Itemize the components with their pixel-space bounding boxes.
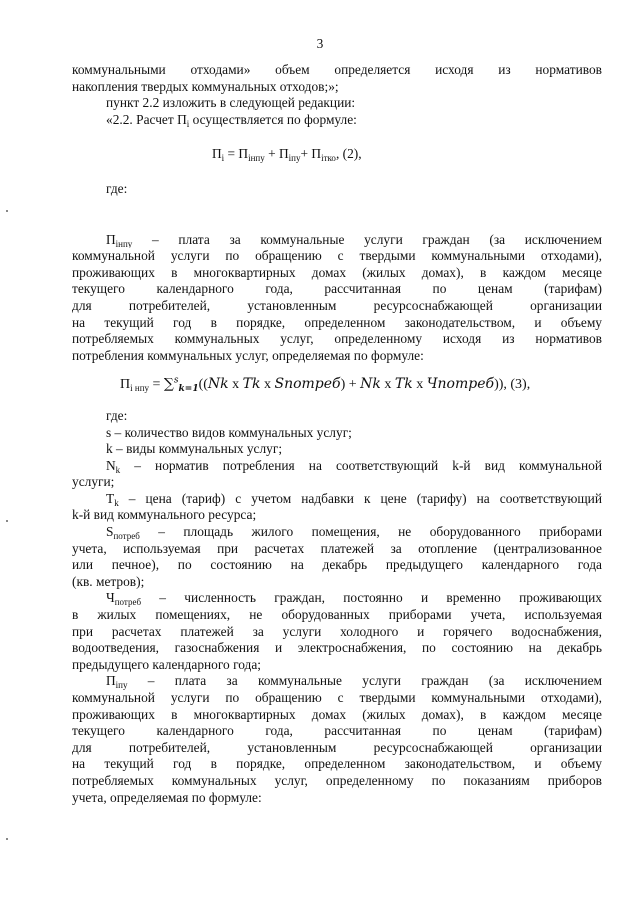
symbol: Ч — [106, 590, 115, 606]
subscript: iнпу — [115, 238, 133, 249]
scan-speck — [6, 838, 8, 840]
text-line — [72, 491, 602, 508]
text-line: учета, используемая при расчетах платежей за отопление (централизованное — [72, 540, 602, 556]
text-line: проживающих в многоквартирных домах (жилых домах), в каждом месяце — [72, 706, 602, 722]
text-fragment: – норматив потребления на соответствующий k-й вид коммунальной — [120, 457, 602, 473]
text-line: для потребителей, установленным ресурсоснабжающей организации — [72, 297, 602, 313]
text-fragment: – плата за коммунальные услуги граждан (за исключением — [132, 231, 602, 247]
formula-fragment: ) + — [340, 377, 361, 393]
text-line: накопления твердых коммунальных отходов;»; — [72, 78, 339, 94]
subscript: k — [115, 464, 121, 475]
formula-symbol: Tk — [242, 376, 261, 393]
text-line: проживающих в многоквартирных домах (жилых домах), в каждом месяце — [72, 264, 602, 280]
text-fragment: – плата за коммунальные услуги граждан (за исключением — [127, 673, 602, 689]
subscript: i — [221, 153, 225, 164]
formula-3 — [120, 376, 602, 394]
text-line — [72, 112, 602, 129]
formula-symbol: П — [120, 377, 131, 393]
text-line: в жилых помещениях, не оборудованных приборами учета, используемая — [72, 607, 602, 623]
subscript: iтко — [321, 153, 336, 164]
formula-symbol: Nk — [360, 376, 381, 393]
scan-speck — [6, 520, 8, 522]
subscript: iпу — [115, 680, 128, 690]
formula-fragment: = П — [224, 146, 249, 162]
symbol: S — [106, 524, 114, 540]
text-fragment: осуществляется по формуле: — [189, 111, 357, 127]
text-line — [72, 524, 602, 541]
formula-fragment: = — [149, 377, 164, 393]
symbol: T — [106, 490, 115, 506]
text-line: k-й вид коммунального ресурса; — [72, 507, 257, 523]
formula-fragment: (( — [198, 377, 208, 393]
text-line — [72, 590, 602, 607]
formula-symbol: Sпотреб — [274, 376, 341, 393]
formula-symbol: Nk — [207, 376, 229, 393]
text-line: на текущий год в порядке, определенном законодательством, и объему — [72, 756, 602, 772]
symbol: N — [106, 457, 116, 473]
text-line: потребляемых коммунальных услуг, определенному по показаниям приборов — [72, 772, 602, 788]
text-line — [72, 673, 602, 690]
text-line: или печное), по состоянию на декабрь предыдущего календарного года — [72, 557, 602, 573]
text-line: потребления коммунальных услуг, определяемая по формуле: — [72, 347, 424, 363]
scan-speck — [6, 210, 8, 212]
subscript: k=1 — [178, 384, 199, 395]
formula-symbol: Чпотреб — [426, 376, 495, 393]
text-fragment: «2.2. Расчет П — [106, 111, 187, 127]
subscript: потреб — [113, 531, 140, 541]
subscript: iпу — [288, 153, 301, 164]
subscript: потреб — [114, 597, 142, 608]
subscript: i — [186, 118, 190, 129]
formula-symbol: Tk — [394, 376, 413, 393]
text-line: услуги; — [72, 474, 115, 490]
subscript: i нпу — [130, 383, 150, 394]
text-fragment: – площадь жилого помещения, не оборудованного приборами — [139, 524, 602, 540]
text-line: на текущий год в порядке, определенном законодательством, и объему — [72, 314, 602, 330]
text-line: пункт 2.2 изложить в следующей редакции: — [106, 95, 356, 111]
text-line — [72, 458, 602, 475]
page-number: 3 — [316, 36, 324, 51]
sum-sign: ∑ — [163, 376, 174, 393]
text-line: текущего календарного года, рассчитанная по ценам (тарифам) — [72, 281, 602, 297]
symbol: П — [106, 231, 116, 247]
text-fragment: – цена (тариф) с учетом надбавки к цене (тарифу) на соответствующий — [118, 490, 602, 506]
formula-2 — [212, 146, 602, 163]
document-body — [72, 62, 602, 806]
where-label: где: — [106, 180, 128, 196]
symbol: П — [106, 673, 116, 689]
formula-fragment: x — [228, 377, 243, 393]
text-line: коммунальной услуги по обращению с твердыми коммунальными отходами), — [72, 690, 602, 705]
formula-fragment: + П — [300, 146, 322, 162]
where-label: где: — [106, 407, 128, 423]
text-line: потребляемых коммунальных услуг, определенному исходя из нормативов — [72, 331, 602, 347]
formula-symbol: П — [212, 146, 222, 162]
text-line: предыдущего календарного года; — [72, 656, 262, 672]
text-line: коммунальными отходами» объем определяется исходя из нормативов — [72, 62, 602, 77]
subscript: k — [114, 497, 119, 508]
formula-fragment: + П — [264, 146, 289, 162]
text-line: учета, определяемая по формуле: — [72, 789, 262, 805]
formula-fragment: x — [412, 377, 427, 393]
text-line: (кв. метров); — [72, 573, 145, 589]
text-fragment: – численность граждан, постоянно и временно проживающих — [141, 590, 602, 606]
subscript: iнпу — [248, 153, 265, 164]
text-line — [72, 232, 602, 249]
formula-fragment: , (2), — [335, 146, 362, 162]
text-line: водоотведения, газоснабжения и электроснабжения, по состоянию на декабрь — [72, 640, 602, 656]
text-line: k – виды коммунальных услуг; — [106, 441, 283, 457]
text-line: для потребителей, установленным ресурсоснабжающей организации — [72, 739, 602, 755]
superscript: s — [173, 375, 179, 386]
formula-fragment: )), (3), — [494, 377, 531, 393]
formula-fragment: x — [260, 377, 275, 393]
text-line: при расчетах платежей за услуги холодного и горячего водоснабжения, — [72, 623, 602, 639]
text-line: текущего календарного года, рассчитанная по ценам (тарифам) — [72, 723, 602, 739]
formula-fragment: x — [380, 377, 395, 393]
text-line: коммунальной услуги по обращению с твердыми коммунальными отходами), — [72, 248, 602, 264]
text-line: s – количество видов коммунальных услуг; — [106, 424, 352, 440]
